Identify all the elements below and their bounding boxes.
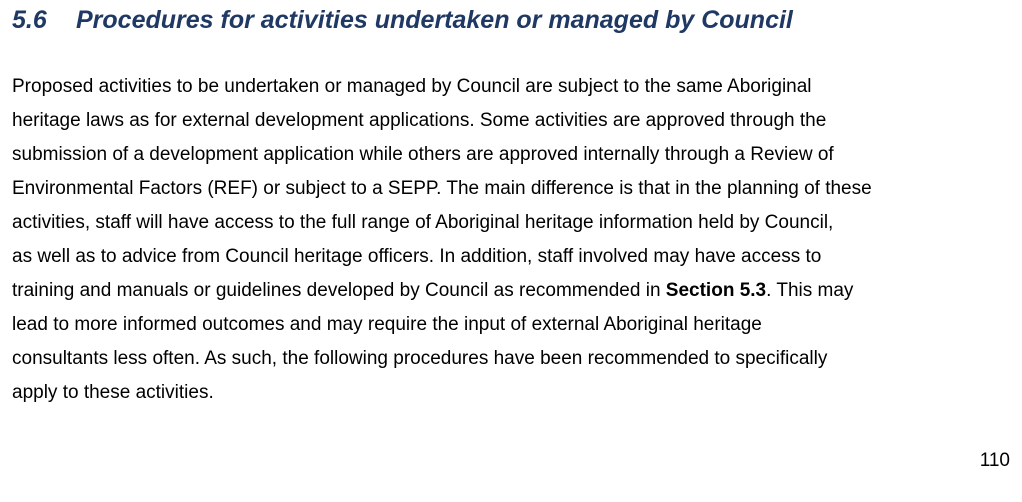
section-number: 5.6 [12,6,47,34]
section-heading [12,6,793,35]
paragraph-line: Environmental Factors (REF) or subject to a SEPP. The main difference is that in the planning of these [12,178,872,199]
line-text-after: . This may [766,280,854,301]
paragraph-line: as well as to advice from Council heritage officers. In addition, staff involved may have access to [12,246,822,267]
line-text-before: training and manuals or guidelines developed by Council as recommended in [12,280,666,301]
paragraph-line: activities, staff will have access to the full range of Aboriginal heritage information held by Council, [12,212,834,233]
section-reference: Section 5.3 [665,280,767,301]
paragraph-line: apply to these activities. [12,382,214,403]
body-paragraph [12,70,1012,410]
paragraph-line: submission of a development application while others are approved internally through a Review of [12,144,834,165]
paragraph-line: lead to more informed outcomes and may require the input of external Aboriginal heritage [12,314,762,335]
paragraph-line: Proposed activities to be undertaken or managed by Council are subject to the same Aboriginal [12,76,812,97]
paragraph-line-with-reference [12,274,1012,308]
paragraph-line: heritage laws as for external development applications. Some activities are approved through the [12,110,827,131]
section-title: Procedures for activities undertaken or managed by Council [76,6,793,34]
paragraph-line: consultants less often. As such, the following procedures have been recommended to specifically [12,348,828,369]
page-number: 110 [979,450,1010,471]
